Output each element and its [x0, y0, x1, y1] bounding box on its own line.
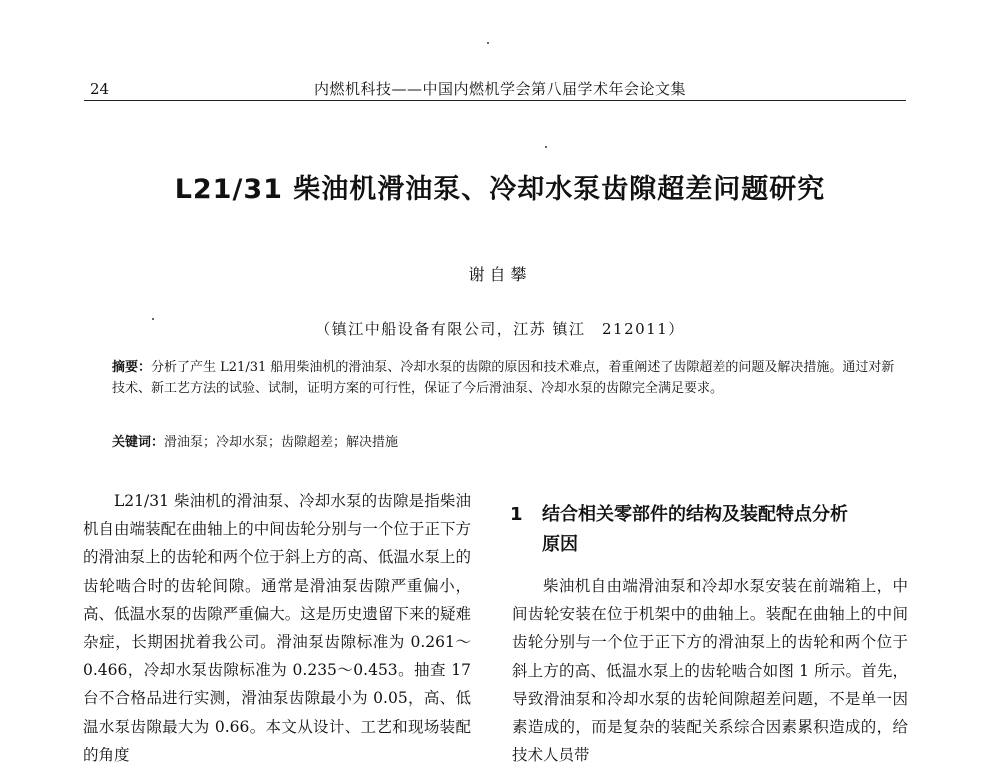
keywords-label: 关键词： — [112, 435, 165, 450]
author-affiliation: （镇江中船设备有限公司，江苏 镇江 212011） — [315, 320, 685, 338]
running-header: 内燃机科技——中国内燃机学会第八届学术年会论文集 — [313, 80, 686, 98]
body-right-paragraph: 柴油机自由端滑油泵和冷却水泵安装在前端箱上，中间齿轮安装在位于机架中的曲轴上。装配在曲轴上的中间齿轮分别与一个位于正下方的滑油泵上的齿轮和两个位于斜上方的高、低温水泵上的齿轮啮合如图 1 所示。首先，导致滑油泵和冷却水泵的齿轮间隙超差问题，不是单一因素造成的，而是复杂的装配关系综合因素累积造成的，给技术人员带 — [512, 577, 908, 765]
abstract-text: 分析了产生 L21/31 船用柴油机的滑油泵、冷却水泵的齿隙的原因和技术难点，着重阐述了齿隙超差的问题及解决措施。通过对新技术、新工艺方法的试验、试制，证明方案的可行性，保证了今后滑油泵、冷却水泵的齿隙完全满足要求。 — [112, 360, 895, 396]
page-number: 24 — [90, 80, 110, 98]
body-left-paragraph: L21/31 柴油机的滑油泵、冷却水泵的齿隙是指柴油机自由端装配在曲轴上的中间齿轮分别与一个位于正下方的滑油泵上的齿轮和两个位于斜上方的高、低温水泵上的齿轮啮合时的齿轮间隙。通常是滑油泵齿隙严重偏小，高、低温水泵的齿隙严重偏大。这是历史遗留下来的疑难杂症，长期困扰着我公司。滑油泵齿隙标准为 0.261～0.466，冷却水泵齿隙标准为 0.235～0.453。抽查 17 台不合格品进行实测，滑油泵齿隙最小为 0.05，高、低温水泵齿隙最大为 0.66。本文从设计、工艺和现场装配的角度 — [83, 492, 471, 764]
scan-speck — [487, 42, 489, 44]
author-name: 谢自攀 — [468, 265, 532, 284]
section-number: 1 — [510, 504, 523, 525]
keywords — [112, 432, 902, 453]
scan-speck — [545, 146, 547, 148]
section-heading — [510, 500, 910, 560]
keywords-text: 滑油泵；冷却水泵；齿隙超差；解决措施 — [164, 435, 399, 450]
abstract — [112, 357, 902, 399]
paper-title: L21/31 柴油机滑油泵、冷却水泵齿隙超差问题研究 — [174, 174, 826, 205]
abstract-label: 摘要： — [112, 360, 152, 375]
section-title-line1: 结合相关零部件的结构及装配特点分析 — [542, 504, 848, 525]
header-rule — [84, 100, 906, 101]
section-title-line2: 原因 — [542, 534, 578, 555]
